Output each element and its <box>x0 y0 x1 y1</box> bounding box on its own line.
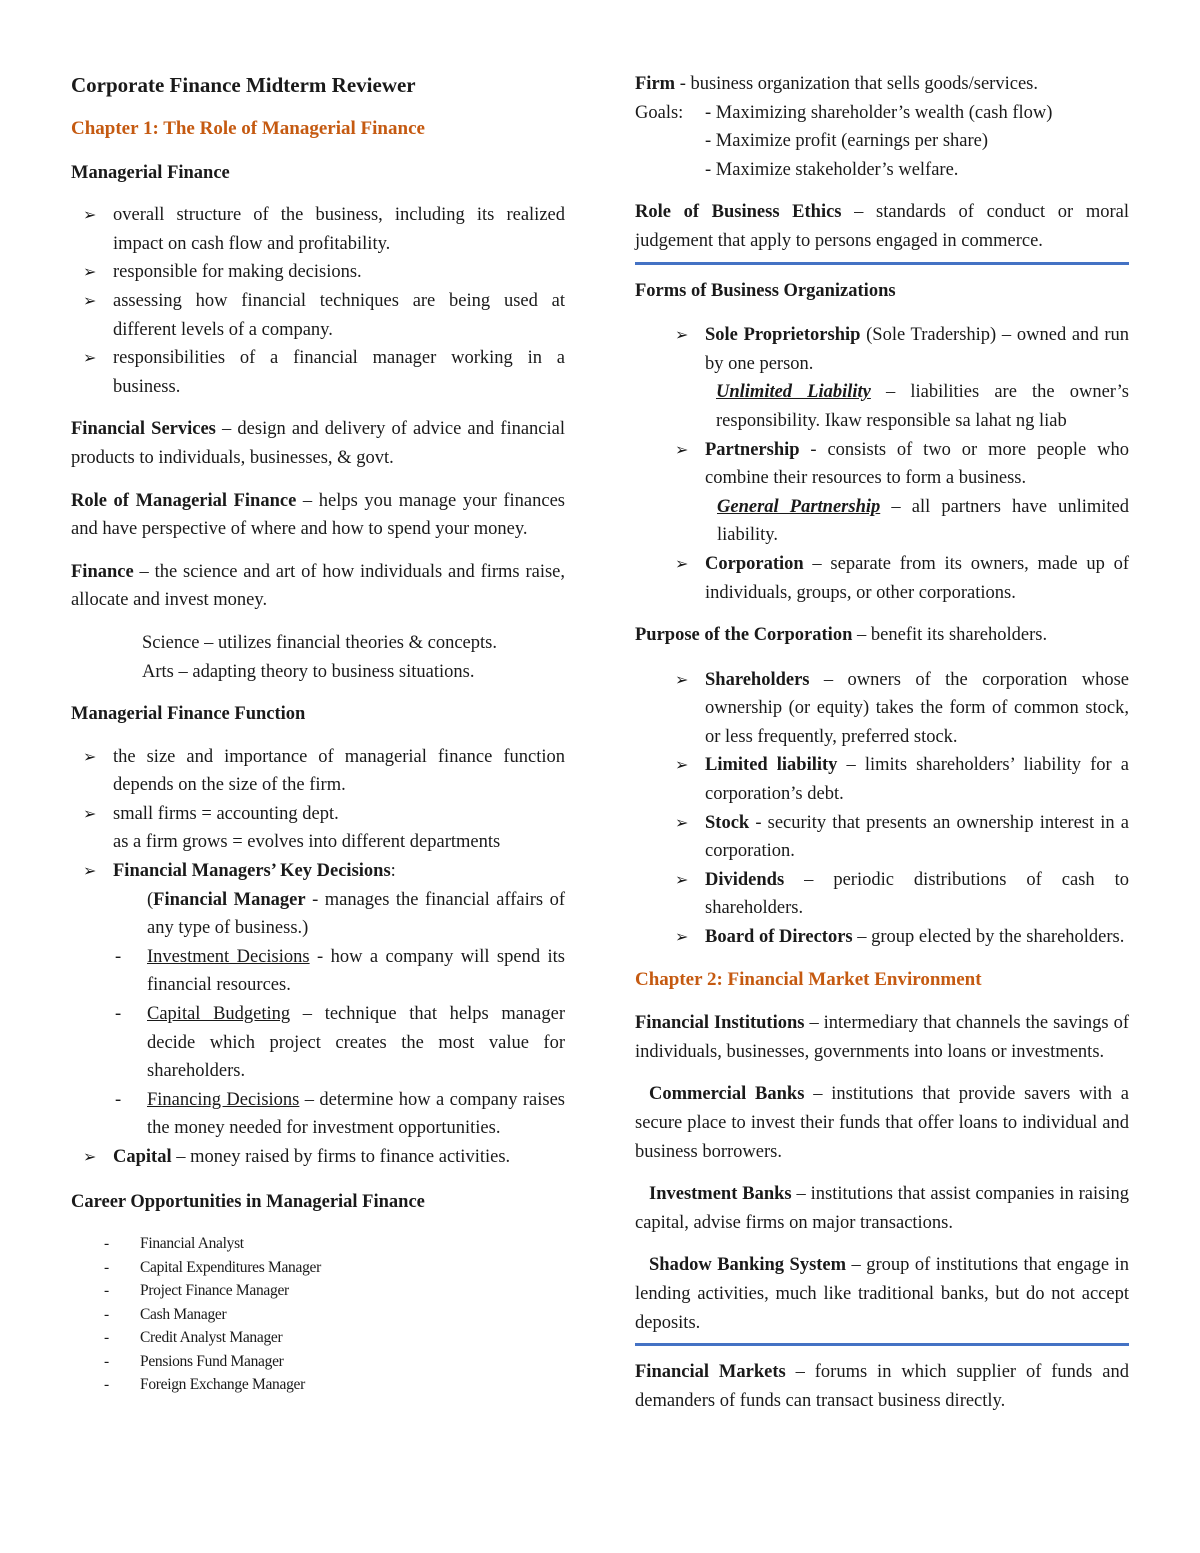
career-opportunities-heading: Career Opportunities in Managerial Finance <box>71 1191 425 1212</box>
term: Board of Directors <box>705 927 853 948</box>
definition: - security that presents an ownership interest in a corporation. <box>705 812 1129 862</box>
term: Finance <box>71 561 134 582</box>
list-item: - Pensions Fund Manager <box>71 1350 565 1374</box>
goals-list <box>705 99 1129 185</box>
list-item: - Foreign Exchange Manager <box>71 1373 565 1397</box>
science-arts-block <box>71 629 565 686</box>
arts-line: Arts – adapting theory to business situations. <box>142 661 475 682</box>
list-item: ➢ responsibilities of a financial manager working in a business. <box>71 344 565 401</box>
commercial-banks-definition <box>635 1080 1129 1166</box>
career-list <box>71 1232 565 1397</box>
definition: – all partners have unlimited liability. <box>717 496 1129 546</box>
investment-banks-definition <box>635 1180 1129 1237</box>
left-column <box>71 70 565 1397</box>
financial-markets-definition <box>635 1358 1129 1415</box>
list-item-line: as a firm grows = evolves into different departments <box>113 832 501 853</box>
document-title: Corporate Finance Midterm Reviewer <box>71 73 416 97</box>
list-item: - Credit Analyst Manager <box>71 1326 565 1350</box>
term: Dividends <box>705 869 785 890</box>
paren: ( <box>147 889 154 910</box>
definition: – forums in which supplier of funds and demanders of funds can transact business directly. <box>635 1362 1129 1411</box>
list-item-stock <box>635 809 1129 866</box>
section-divider <box>635 1343 1129 1346</box>
term: Financial Managers’ Key Decisions <box>113 861 391 882</box>
managerial-finance-function-list <box>71 743 565 1172</box>
term: Commercial Banks <box>649 1084 805 1105</box>
chapter-1-heading: Chapter 1: The Role of Managerial Finance <box>71 118 425 139</box>
definition: – limits shareholders’ liability for a corporation’s debt. <box>705 755 1129 805</box>
section-divider <box>635 262 1129 265</box>
sub-item-financing-decisions <box>113 1086 565 1143</box>
sub-item-investment-decisions <box>113 943 565 1000</box>
term: Partnership <box>705 439 800 460</box>
term: Role of Managerial Finance <box>71 490 297 511</box>
term: Corporation <box>705 553 804 574</box>
definition: – institutions that provide savers with a secure place to invest their funds that offer loans to individual and business borrowers. <box>635 1084 1129 1162</box>
term: Unlimited Liability <box>716 382 871 403</box>
definition: – group elected by the shareholders. <box>852 927 1125 948</box>
finance-definition <box>71 558 565 615</box>
term: Investment Banks <box>649 1184 792 1205</box>
list-item: - Financial Analyst <box>71 1232 565 1256</box>
sub-item-capital-budgeting <box>113 1000 565 1086</box>
list-item-key-decisions <box>71 857 565 1143</box>
term: Capital <box>113 1147 172 1167</box>
goals-label: Goals: <box>635 102 684 123</box>
key-decisions-sublist <box>113 943 565 1143</box>
list-item-capital <box>71 1143 565 1172</box>
list-item-board-of-directors <box>635 923 1129 952</box>
list-item: - Cash Manager <box>71 1303 565 1327</box>
term: General Partnership <box>717 496 881 517</box>
definition: - consists of two or more people who combine their resources to form a business. <box>705 439 1129 489</box>
term: Shadow Banking System <box>649 1255 847 1276</box>
term: Investment Decisions <box>147 946 310 967</box>
definition: – design and delivery of advice and financial products to individuals, businesses, & govt. <box>71 419 565 468</box>
definition: – separate from its owners, made up of individuals, groups, or other corporations. <box>705 553 1129 603</box>
term: Role of Business Ethics <box>635 202 842 223</box>
definition: – the science and art of how individuals and firms raise, allocate and invest money. <box>71 561 565 611</box>
list-item: ➢ the size and importance of managerial finance function depends on the size of the firm. <box>71 743 565 800</box>
list-item-line: ➢ small firms = accounting dept. <box>113 803 339 824</box>
definition: – standards of conduct or moral judgement that apply to persons engaged in commerce. <box>635 202 1129 251</box>
term: Limited liability <box>705 755 838 776</box>
definition: – institutions that assist companies in raising capital, advise firms on major transactions. <box>635 1184 1129 1233</box>
right-column <box>635 70 1129 1429</box>
term: Financial Markets <box>635 1362 786 1383</box>
purpose-of-corporation-definition <box>635 621 1129 650</box>
term: Stock <box>705 812 750 833</box>
definition: - how a company will spend its financial resources. <box>147 946 565 996</box>
list-item-corporation <box>635 550 1129 607</box>
chapter-2-heading: Chapter 2: Financial Market Environment <box>635 968 982 990</box>
colon: : <box>390 861 396 882</box>
managerial-finance-function-heading: Managerial Finance Function <box>71 704 306 725</box>
list-item: ➢ assessing how financial techniques are being used at different levels of a company. <box>71 287 565 344</box>
term: Purpose of the Corporation <box>635 625 853 646</box>
shadow-banking-definition <box>635 1251 1129 1337</box>
definition: – technique that helps manager decide which project creates the most value for shareholders. <box>147 1004 565 1082</box>
list-item <box>71 800 565 857</box>
term: Shareholders <box>705 669 810 690</box>
managerial-finance-heading: Managerial Finance <box>71 162 230 183</box>
definition: – owners of the corporation whose ownership (or equity) takes the form of common stock, or less frequently, preferred stock. <box>705 669 1129 747</box>
list-item-limited-liability <box>635 751 1129 808</box>
financial-manager-note <box>113 886 565 943</box>
financial-services-definition <box>71 415 565 472</box>
term: Financial Manager <box>153 889 306 910</box>
business-ethics-definition <box>635 198 1129 255</box>
forms-list <box>635 321 1129 607</box>
definition: – benefit its shareholders. <box>852 625 1048 646</box>
term: Financial Institutions <box>635 1013 805 1034</box>
goal-item: - Maximize profit (earnings per share) <box>705 131 989 152</box>
term: Financing Decisions <box>147 1089 300 1110</box>
definition: - business organization that sells goods/services. <box>675 74 1038 94</box>
list-item-sole-proprietorship <box>635 321 1129 435</box>
general-partnership-note <box>705 493 1129 550</box>
corporation-terms-list <box>635 666 1129 952</box>
definition: – periodic distributions of cash to shareholders. <box>705 869 1129 919</box>
goals-block <box>635 99 1129 185</box>
definition: – determine how a company raises the money needed for investment opportunities. <box>147 1089 565 1139</box>
list-item: - Capital Expenditures Manager <box>71 1256 565 1280</box>
forms-of-business-heading: Forms of Business Organizations <box>635 280 896 301</box>
list-item: ➢ responsible for making decisions. <box>71 258 565 287</box>
science-line: Science – utilizes financial theories & concepts. <box>142 632 497 653</box>
goal-item: - Maximize stakeholder’s welfare. <box>705 159 959 180</box>
financial-institutions-definition <box>635 1009 1129 1066</box>
list-item-dividends <box>635 866 1129 923</box>
list-item: - Project Finance Manager <box>71 1279 565 1303</box>
term: Sole Proprietorship <box>705 325 861 346</box>
definition: - manages the financial affairs of any type of business.) <box>147 889 565 939</box>
definition: – helps you manage your finances and have perspective of where and how to spend your money. <box>71 490 566 540</box>
term: Capital Budgeting <box>147 1004 291 1025</box>
definition: – group of institutions that engage in lending activities, much like traditional banks, but do not accept deposits. <box>635 1255 1130 1333</box>
term: Firm <box>635 74 676 94</box>
list-item-partnership <box>635 436 1129 550</box>
list-item-shareholders <box>635 666 1129 752</box>
definition: (Sole Tradership) – owned and run by one person. <box>705 325 1129 374</box>
goal-item: - Maximizing shareholder’s wealth (cash flow) <box>705 102 1053 123</box>
definition: – liabilities are the owner’s responsibility. Ikaw responsible sa lahat ng liab <box>716 382 1129 431</box>
list-item: ➢ overall structure of the business, including its realized impact on cash flow and profitability. <box>71 201 565 258</box>
managerial-finance-list <box>71 201 565 401</box>
term: Financial Services <box>71 419 216 440</box>
firm-definition <box>635 70 1129 99</box>
definition: – intermediary that channels the savings of individuals, businesses, governments into loans or investments. <box>635 1013 1129 1062</box>
unlimited-liability-note <box>704 378 1129 435</box>
role-of-managerial-finance-definition <box>71 487 565 544</box>
definition: – money raised by firms to finance activities. <box>171 1147 511 1167</box>
